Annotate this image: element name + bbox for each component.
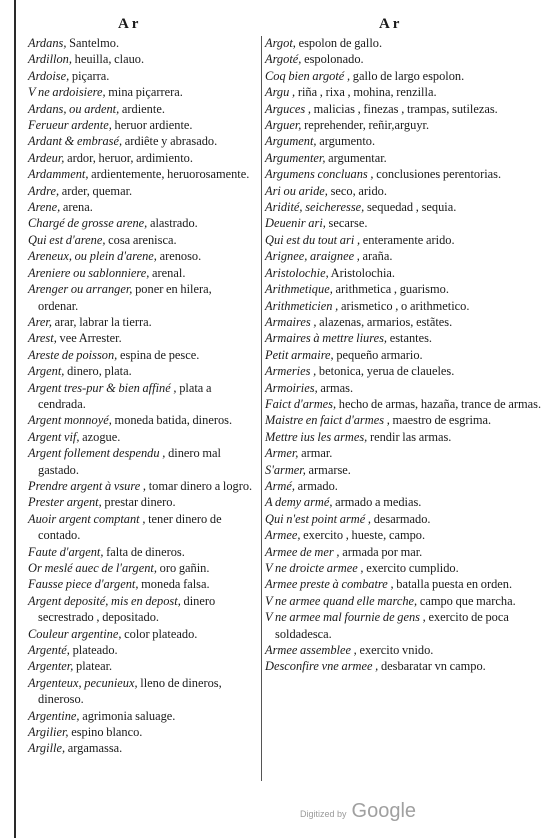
entry-translation: maestro de esgrima. xyxy=(389,413,492,428)
dictionary-entry xyxy=(265,199,547,215)
dictionary-entry xyxy=(28,281,254,314)
entry-headword: Arithmetique, xyxy=(265,282,333,297)
dictionary-entry xyxy=(265,166,547,182)
dictionary-entry xyxy=(265,658,547,674)
entry-translation: reprehender, reñir,arguyr. xyxy=(301,118,430,133)
dictionary-entry xyxy=(265,35,547,51)
entry-headword: Argenteux, pecunieux, xyxy=(28,675,138,690)
entry-headword: V ne droicte armee , xyxy=(265,561,364,575)
dictionary-entry xyxy=(28,740,254,756)
entry-translation: plateado. xyxy=(69,643,118,658)
dictionary-entry xyxy=(28,478,254,494)
dictionary-entry xyxy=(265,232,547,248)
dictionary-entry xyxy=(265,527,547,543)
entry-translation: dinero, plata. xyxy=(64,364,132,379)
left-column xyxy=(28,35,254,757)
dictionary-entry xyxy=(265,298,547,314)
entry-translation: rendir las armas. xyxy=(367,429,452,444)
dictionary-entry xyxy=(28,511,254,544)
entry-headword: Argent monnoyé, xyxy=(28,413,112,428)
entry-translation: poner en hilera, ordenar. xyxy=(38,282,212,313)
entry-headword: Fausse piece d'argent, xyxy=(28,577,139,592)
entry-headword: Ardamment, xyxy=(28,167,89,182)
entry-translation: vee Arrester. xyxy=(56,331,122,346)
entry-headword: Argent follement despendu , xyxy=(28,446,166,461)
entry-headword: V ne ardoisiere, xyxy=(28,85,106,100)
entry-headword: Argenté, xyxy=(28,643,70,658)
entry-translation: arder, quemar. xyxy=(59,183,133,198)
entry-headword: Argent, xyxy=(28,364,65,379)
dictionary-entry xyxy=(265,412,547,428)
entry-translation: desbaratar vn campo. xyxy=(378,659,486,674)
entry-translation: arena. xyxy=(60,200,93,215)
entry-translation: arithmetica , guarismo. xyxy=(332,282,449,297)
entry-translation: plata a cendrada. xyxy=(38,380,212,411)
dictionary-entry xyxy=(28,84,254,100)
entry-headword: Arguer, xyxy=(265,118,302,133)
entry-translation: hecho de armas, hazaña, trance de armas. xyxy=(336,396,542,411)
entry-headword: Armoiries, xyxy=(265,380,318,395)
entry-translation: ardiente. xyxy=(119,101,165,116)
entry-translation: espina de pesce. xyxy=(117,347,200,362)
entry-translation: desarmado. xyxy=(371,511,431,526)
entry-headword: Armee, xyxy=(265,528,301,543)
dictionary-entry xyxy=(265,117,547,133)
entry-headword: Prester argent, xyxy=(28,495,102,510)
entry-headword: Ardre, xyxy=(28,183,60,198)
dictionary-entry xyxy=(265,445,547,461)
dictionary-entry xyxy=(28,68,254,84)
dictionary-entry xyxy=(28,363,254,379)
entry-headword: Desconfire vne armee , xyxy=(265,659,379,674)
dictionary-entry xyxy=(28,675,254,708)
entry-headword: Argu , xyxy=(265,85,296,100)
entry-translation: armar. xyxy=(298,446,333,461)
entry-translation: espolon de gallo. xyxy=(295,36,383,50)
entry-translation: araña. xyxy=(359,249,393,264)
entry-headword: Arest, xyxy=(28,331,57,346)
dictionary-entry xyxy=(28,101,254,117)
entry-headword: Petit armaire, xyxy=(265,347,334,362)
entry-headword: Chargé de grosse arene, xyxy=(28,216,148,231)
entry-translation: armado a medias. xyxy=(332,495,422,510)
dictionary-entry xyxy=(28,51,254,67)
dictionary-entry xyxy=(28,724,254,740)
entry-headword: Faict d'armes, xyxy=(265,396,337,411)
dictionary-entry xyxy=(265,183,547,199)
dictionary-entry xyxy=(265,462,547,478)
dictionary-entry xyxy=(28,560,254,576)
dictionary-entry xyxy=(265,133,547,149)
dictionary-entry xyxy=(28,35,254,51)
entry-translation: armas. xyxy=(317,380,354,395)
entry-headword: Argilier, xyxy=(28,725,69,740)
entry-translation: enteramente arido. xyxy=(360,232,455,247)
dictionary-entry xyxy=(265,281,547,297)
entry-translation: pequeño armario. xyxy=(333,347,423,362)
entry-translation: sequedad , sequia. xyxy=(364,200,457,215)
entry-headword: Couleur argentine, xyxy=(28,626,122,641)
dictionary-entry xyxy=(28,708,254,724)
dictionary-entry xyxy=(28,626,254,642)
entry-translation: exercito de poca soldadesca. xyxy=(275,610,509,641)
dictionary-entry xyxy=(265,593,547,609)
entry-headword: Argumens concluans , xyxy=(265,167,374,182)
entry-headword: Auoir argent comptant , xyxy=(28,511,146,526)
dictionary-entry xyxy=(265,609,547,642)
entry-headword: Argumenter, xyxy=(265,150,326,165)
right-column-header: A r xyxy=(379,16,400,32)
entry-headword: A demy armé, xyxy=(265,495,333,510)
dictionary-entry xyxy=(28,199,254,215)
dictionary-entry xyxy=(28,248,254,264)
entry-translation: moneda batida, dineros. xyxy=(111,413,233,428)
entry-headword: Faute d'argent, xyxy=(28,544,104,559)
entry-translation: betonica, yerua de claueles. xyxy=(316,364,455,379)
entry-translation: armarse. xyxy=(305,462,351,477)
entry-translation: piçarra. xyxy=(69,68,110,83)
entry-translation: malicias , finezas , trampas, sutilezas. xyxy=(310,101,498,116)
entry-headword: Armé, xyxy=(265,478,295,493)
dictionary-entry xyxy=(28,412,254,428)
entry-headword: Prendre argent à vsure , xyxy=(28,478,147,493)
dictionary-entry xyxy=(28,576,254,592)
entry-headword: V ne armee mal fournie de gens , xyxy=(265,610,426,625)
entry-headword: Arenger ou arranger, xyxy=(28,282,133,297)
dictionary-entry xyxy=(265,642,547,658)
entry-translation: ardiête y abrasado. xyxy=(122,134,218,149)
entry-headword: Arignee, araignee , xyxy=(265,249,360,264)
dictionary-entry xyxy=(28,183,254,199)
entry-headword: Ardant & embrasé, xyxy=(28,134,123,149)
entry-headword: Armee assemblee , xyxy=(265,643,357,658)
left-column-header: A r xyxy=(118,16,139,32)
dictionary-entry xyxy=(28,232,254,248)
entry-translation: conclusiones perentorias. xyxy=(373,167,502,182)
entry-translation: estantes. xyxy=(387,331,433,346)
entry-headword: Aridité, seicheresse, xyxy=(265,200,365,215)
entry-headword: Coq bien argoté , xyxy=(265,68,351,83)
watermark-prefix: Digitized by xyxy=(300,809,347,819)
entry-headword: Qui est d'arene, xyxy=(28,232,106,247)
entry-headword: Arguces , xyxy=(265,101,311,116)
entry-translation: batalla puesta en orden. xyxy=(393,577,513,592)
dictionary-entry xyxy=(265,150,547,166)
entry-headword: Armee preste à combatre , xyxy=(265,577,394,592)
entry-translation: espolonado. xyxy=(301,52,364,67)
dictionary-entry xyxy=(28,117,254,133)
entry-headword: Armeries , xyxy=(265,364,317,379)
dictionary-entry xyxy=(265,215,547,231)
dictionary-entry xyxy=(28,642,254,658)
dictionary-entry xyxy=(265,51,547,67)
dictionary-entry xyxy=(28,494,254,510)
dictionary-entry xyxy=(265,396,547,412)
entry-translation: arenoso. xyxy=(156,249,202,264)
entry-headword: Argent vif, xyxy=(28,429,80,444)
entry-headword: Mettre ius les armes, xyxy=(265,429,368,444)
dictionary-entry xyxy=(28,150,254,166)
entry-headword: Armee de mer , xyxy=(265,544,340,559)
entry-headword: Ardillon, xyxy=(28,52,72,67)
entry-headword: Qui n'est point armé , xyxy=(265,511,372,526)
entry-translation: campo que marcha. xyxy=(417,593,516,608)
dictionary-entry xyxy=(28,166,254,182)
dictionary-entry xyxy=(265,478,547,494)
entry-headword: Maistre en faict d'armes , xyxy=(265,413,390,428)
entry-translation: Aristolochia. xyxy=(328,265,396,280)
entry-headword: Argentine, xyxy=(28,708,80,723)
entry-translation: ardor, heruor, ardimiento. xyxy=(64,150,193,165)
entry-headword: Ferueur ardente, xyxy=(28,118,112,133)
dictionary-entry xyxy=(265,68,547,84)
entry-headword: Areneux, ou plein d'arene, xyxy=(28,249,157,264)
entry-translation: prestar dinero. xyxy=(101,495,176,510)
entry-headword: V ne armee quand elle marche, xyxy=(265,593,418,608)
entry-translation: dinero mal gastado. xyxy=(38,446,222,477)
entry-translation: cosa arenisca. xyxy=(105,232,177,247)
entry-translation: arar, labrar la tierra. xyxy=(51,314,152,329)
right-column xyxy=(265,35,547,675)
dictionary-entry xyxy=(28,265,254,281)
dictionary-entry xyxy=(265,248,547,264)
dictionary-entry xyxy=(265,84,547,100)
entry-translation: Santelmo. xyxy=(66,36,120,50)
dictionary-entry xyxy=(265,429,547,445)
entry-headword: Qui est du tout ari , xyxy=(265,232,361,247)
entry-headword: Aristolochie, xyxy=(265,265,329,280)
entry-headword: Ardans, ou ardent, xyxy=(28,101,120,116)
entry-translation: argamassa. xyxy=(65,741,123,756)
entry-translation: arenal. xyxy=(149,265,186,280)
entry-headword: Ari ou aride, xyxy=(265,183,328,198)
entry-translation: heruor ardiente. xyxy=(111,118,193,133)
dictionary-entry xyxy=(28,347,254,363)
dictionary-entry xyxy=(265,330,547,346)
entry-translation: azogue. xyxy=(79,429,121,444)
dictionary-entry xyxy=(28,380,254,413)
entry-translation: mina piçarrera. xyxy=(105,85,183,100)
dictionary-entry xyxy=(265,101,547,117)
entry-translation: argumento. xyxy=(316,134,376,149)
entry-translation: lleno de dineros, dineroso. xyxy=(38,675,222,707)
dictionary-entry xyxy=(265,380,547,396)
entry-translation: tomar dinero a logro. xyxy=(146,478,253,493)
dictionary-entry xyxy=(265,560,547,576)
entry-headword: Argille, xyxy=(28,741,66,756)
dictionary-entry xyxy=(265,576,547,592)
entry-translation: dinero secrestrado , depositado. xyxy=(38,593,216,625)
dictionary-entry xyxy=(265,265,547,281)
dictionary-entry xyxy=(265,494,547,510)
entry-headword: Argent deposité, mis en depost, xyxy=(28,593,181,608)
entry-translation: riña , rixa , mohina, renzilla. xyxy=(295,85,437,100)
entry-headword: Argument, xyxy=(265,134,317,149)
entry-translation: exercito cumplido. xyxy=(363,561,459,575)
entry-translation: ardientemente, heruorosamente. xyxy=(88,167,250,182)
entry-headword: Argot, xyxy=(265,36,296,50)
entry-headword: Argoté, xyxy=(265,52,302,67)
entry-headword: Arene, xyxy=(28,200,61,215)
dictionary-entry xyxy=(28,215,254,231)
entry-translation: gallo de largo espolon. xyxy=(350,68,465,83)
entry-translation: heuilla, clauo. xyxy=(71,52,145,67)
dictionary-entry xyxy=(265,511,547,527)
entry-translation: oro gañin. xyxy=(156,561,210,575)
page-binding-edge xyxy=(14,0,16,838)
entry-headword: Armaires à mettre liures, xyxy=(265,331,388,346)
entry-headword: Arithmeticien , xyxy=(265,298,339,313)
entry-translation: alastrado. xyxy=(147,216,198,231)
entry-translation: espino blanco. xyxy=(68,725,143,740)
entry-headword: Ardeur, xyxy=(28,150,65,165)
dictionary-entry xyxy=(265,363,547,379)
dictionary-entry xyxy=(28,593,254,626)
entry-translation: argumentar. xyxy=(325,150,387,165)
entry-translation: color plateado. xyxy=(121,626,198,641)
entry-headword: Argent tres-pur & bien affiné , xyxy=(28,380,177,395)
entry-translation: seco, arido. xyxy=(327,183,387,198)
digitized-watermark xyxy=(300,800,416,823)
dictionary-entry xyxy=(265,314,547,330)
entry-headword: Or meslé auec de l'argent, xyxy=(28,561,157,575)
entry-headword: Areste de poisson, xyxy=(28,347,118,362)
entry-translation: exercito vnido. xyxy=(356,643,434,658)
dictionary-entry xyxy=(28,314,254,330)
entry-headword: Armaires , xyxy=(265,314,317,329)
entry-translation: armado. xyxy=(294,478,338,493)
column-divider xyxy=(261,36,262,781)
entry-headword: Armer, xyxy=(265,446,299,461)
entry-translation: falta de dineros. xyxy=(103,544,185,559)
entry-translation: alazenas, armarios, estãtes. xyxy=(316,314,453,329)
entry-headword: Ardans, xyxy=(28,36,67,50)
dictionary-entry xyxy=(28,445,254,478)
entry-headword: Deuenir ari, xyxy=(265,216,326,231)
dictionary-entry xyxy=(28,658,254,674)
entry-translation: platear. xyxy=(73,659,113,674)
dictionary-entry xyxy=(28,133,254,149)
entry-translation: tener dinero de contado. xyxy=(38,511,222,543)
entry-translation: exercito , hueste, campo. xyxy=(300,528,426,543)
entry-translation: arismetico , o arithmetico. xyxy=(338,298,470,313)
entry-translation: moneda falsa. xyxy=(138,577,210,592)
entry-headword: Arer, xyxy=(28,314,52,329)
google-logo: Google xyxy=(351,800,417,822)
entry-headword: Ardoise, xyxy=(28,68,70,83)
dictionary-entry xyxy=(265,347,547,363)
entry-translation: secarse. xyxy=(325,216,368,231)
dictionary-entry xyxy=(28,544,254,560)
entry-translation: armada por mar. xyxy=(339,544,423,559)
entry-headword: Argenter, xyxy=(28,659,74,674)
dictionary-entry xyxy=(265,544,547,560)
dictionary-entry xyxy=(28,330,254,346)
entry-headword: Areniere ou sablonniere, xyxy=(28,265,150,280)
entry-translation: agrimonia saluage. xyxy=(79,708,176,723)
dictionary-entry xyxy=(28,429,254,445)
entry-headword: S'armer, xyxy=(265,462,306,477)
